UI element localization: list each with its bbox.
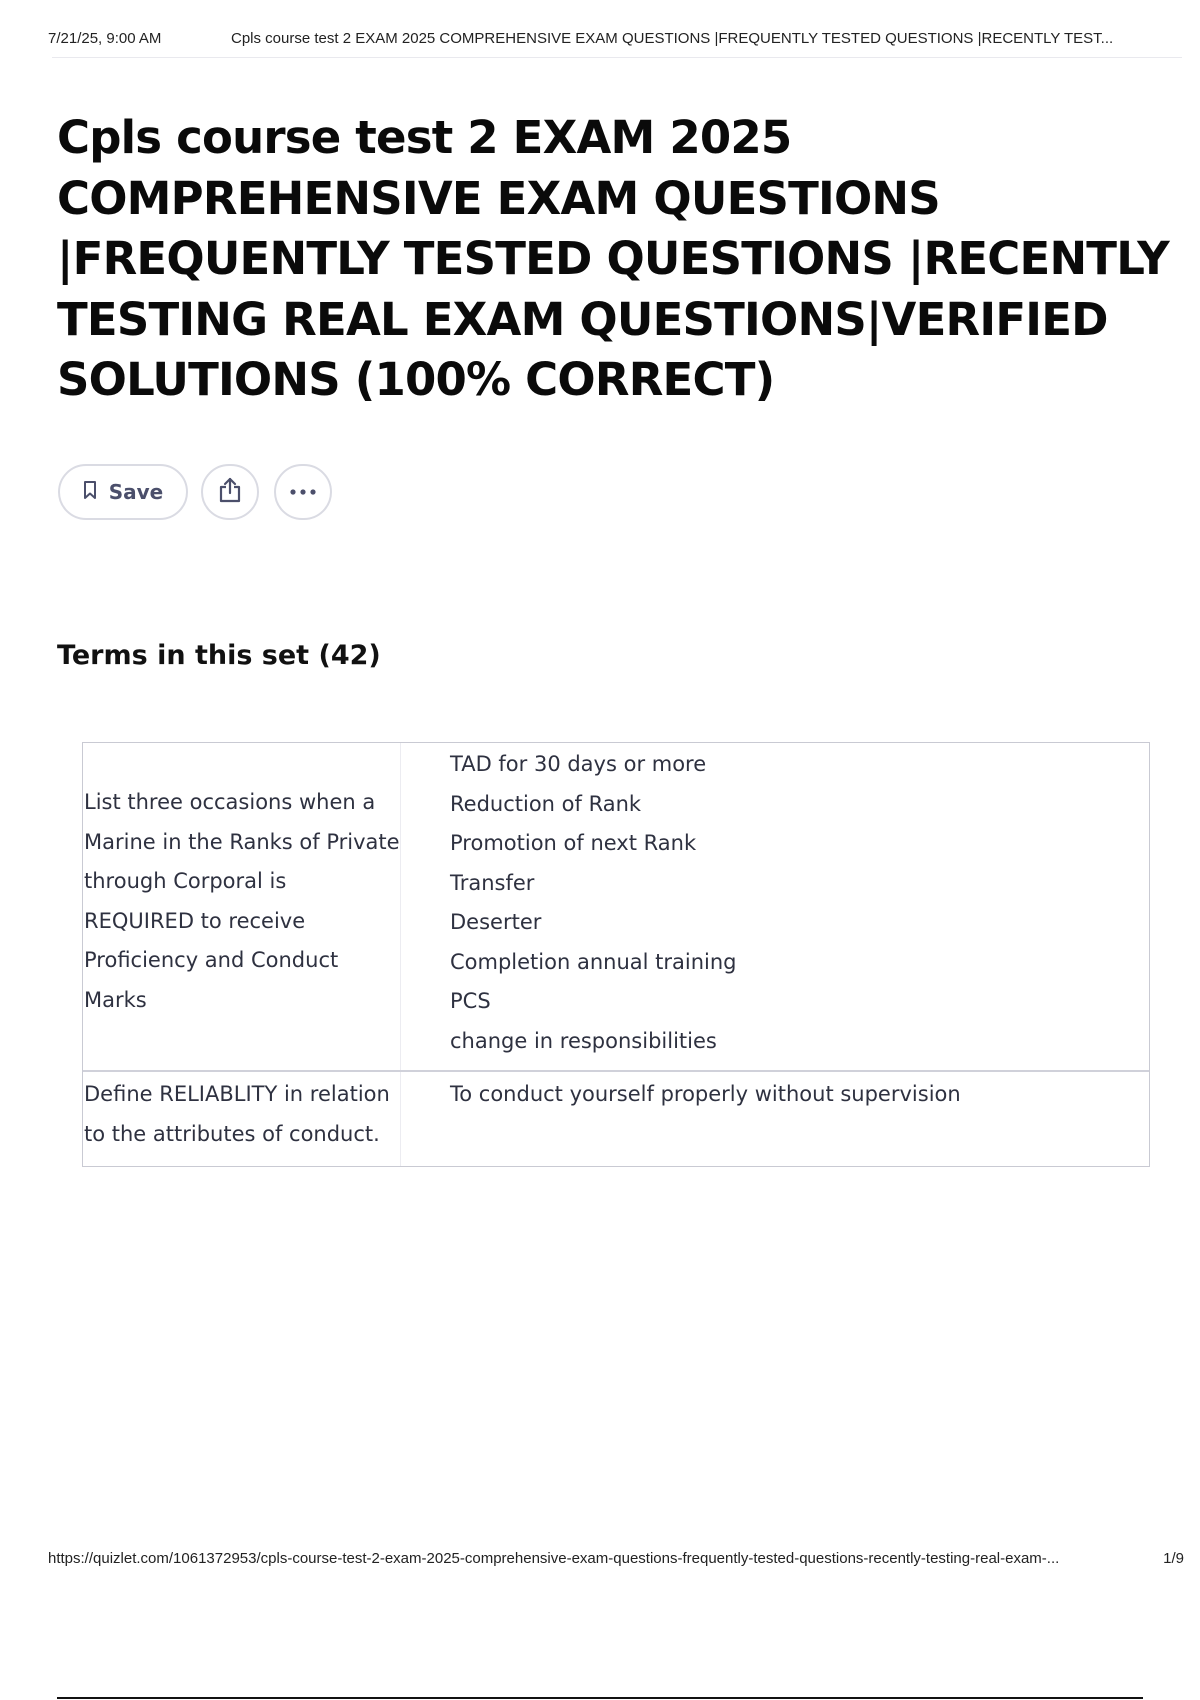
definition-line: TAD for 30 days or more: [450, 752, 707, 776]
share-button[interactable]: [201, 464, 259, 520]
term-card: [83, 743, 1149, 1070]
definition-line: To conduct yourself properly without supervision: [450, 1082, 961, 1106]
definition-line: Completion annual training: [450, 949, 737, 974]
definition-text: [401, 743, 1149, 1070]
term-text: Define RELIABLITY in relation to the attributes of conduct.: [83, 1072, 401, 1166]
definition-line: Deserter: [450, 910, 542, 934]
definition-line: PCS: [450, 989, 491, 1013]
share-icon: [217, 476, 243, 509]
more-icon: [289, 483, 317, 501]
more-options-button[interactable]: [274, 464, 332, 520]
terms-table: [82, 742, 1150, 1167]
term-card: [83, 1070, 1149, 1166]
print-date: 7/21/25, 9:00 AM: [48, 30, 162, 47]
bookmark-icon: [83, 480, 97, 505]
save-button-label: Save: [108, 480, 164, 504]
print-document-title: Cpls course test 2 EXAM 2025 COMPREHENSIVE EXAM QUESTIONS |FREQUENTLY TESTED QUESTIONS |RECENTLY TEST...: [231, 30, 1114, 47]
page-number: 1/9: [1163, 1550, 1184, 1567]
definition-line: change in responsibilities: [450, 1028, 717, 1053]
bottom-divider: [57, 1697, 1143, 1699]
definition-line: Promotion of next Rank: [450, 831, 697, 855]
page-title: Cpls course test 2 EXAM 2025 COMPREHENSIVE EXAM QUESTIONS |FREQUENTLY TESTED QUESTIONS |RECENTLY TESTING REAL EXAM QUESTIONS|VERIFIED SOLUTIONS (100% CORRECT): [57, 111, 1169, 406]
terms-heading: Terms in this set (42): [57, 640, 381, 671]
definition-line: Transfer: [450, 870, 535, 895]
header-divider: [52, 57, 1182, 58]
print-footer: [48, 1550, 1184, 1570]
print-header: [48, 30, 1184, 50]
print-url: https://quizlet.com/1061372953/cpls-course-test-2-exam-2025-comprehensive-exam-questions-frequently-tested-questions-recently-testing-real-exam-...: [48, 1550, 1060, 1567]
definition-line: Reduction of Rank: [450, 791, 642, 816]
definition-text: [401, 1072, 1149, 1166]
term-text: List three occasions when a Marine in the Ranks of Private through Corporal is REQUIRED to receive Proficiency and Conduct Marks: [83, 743, 401, 1070]
save-button[interactable]: [58, 464, 188, 520]
